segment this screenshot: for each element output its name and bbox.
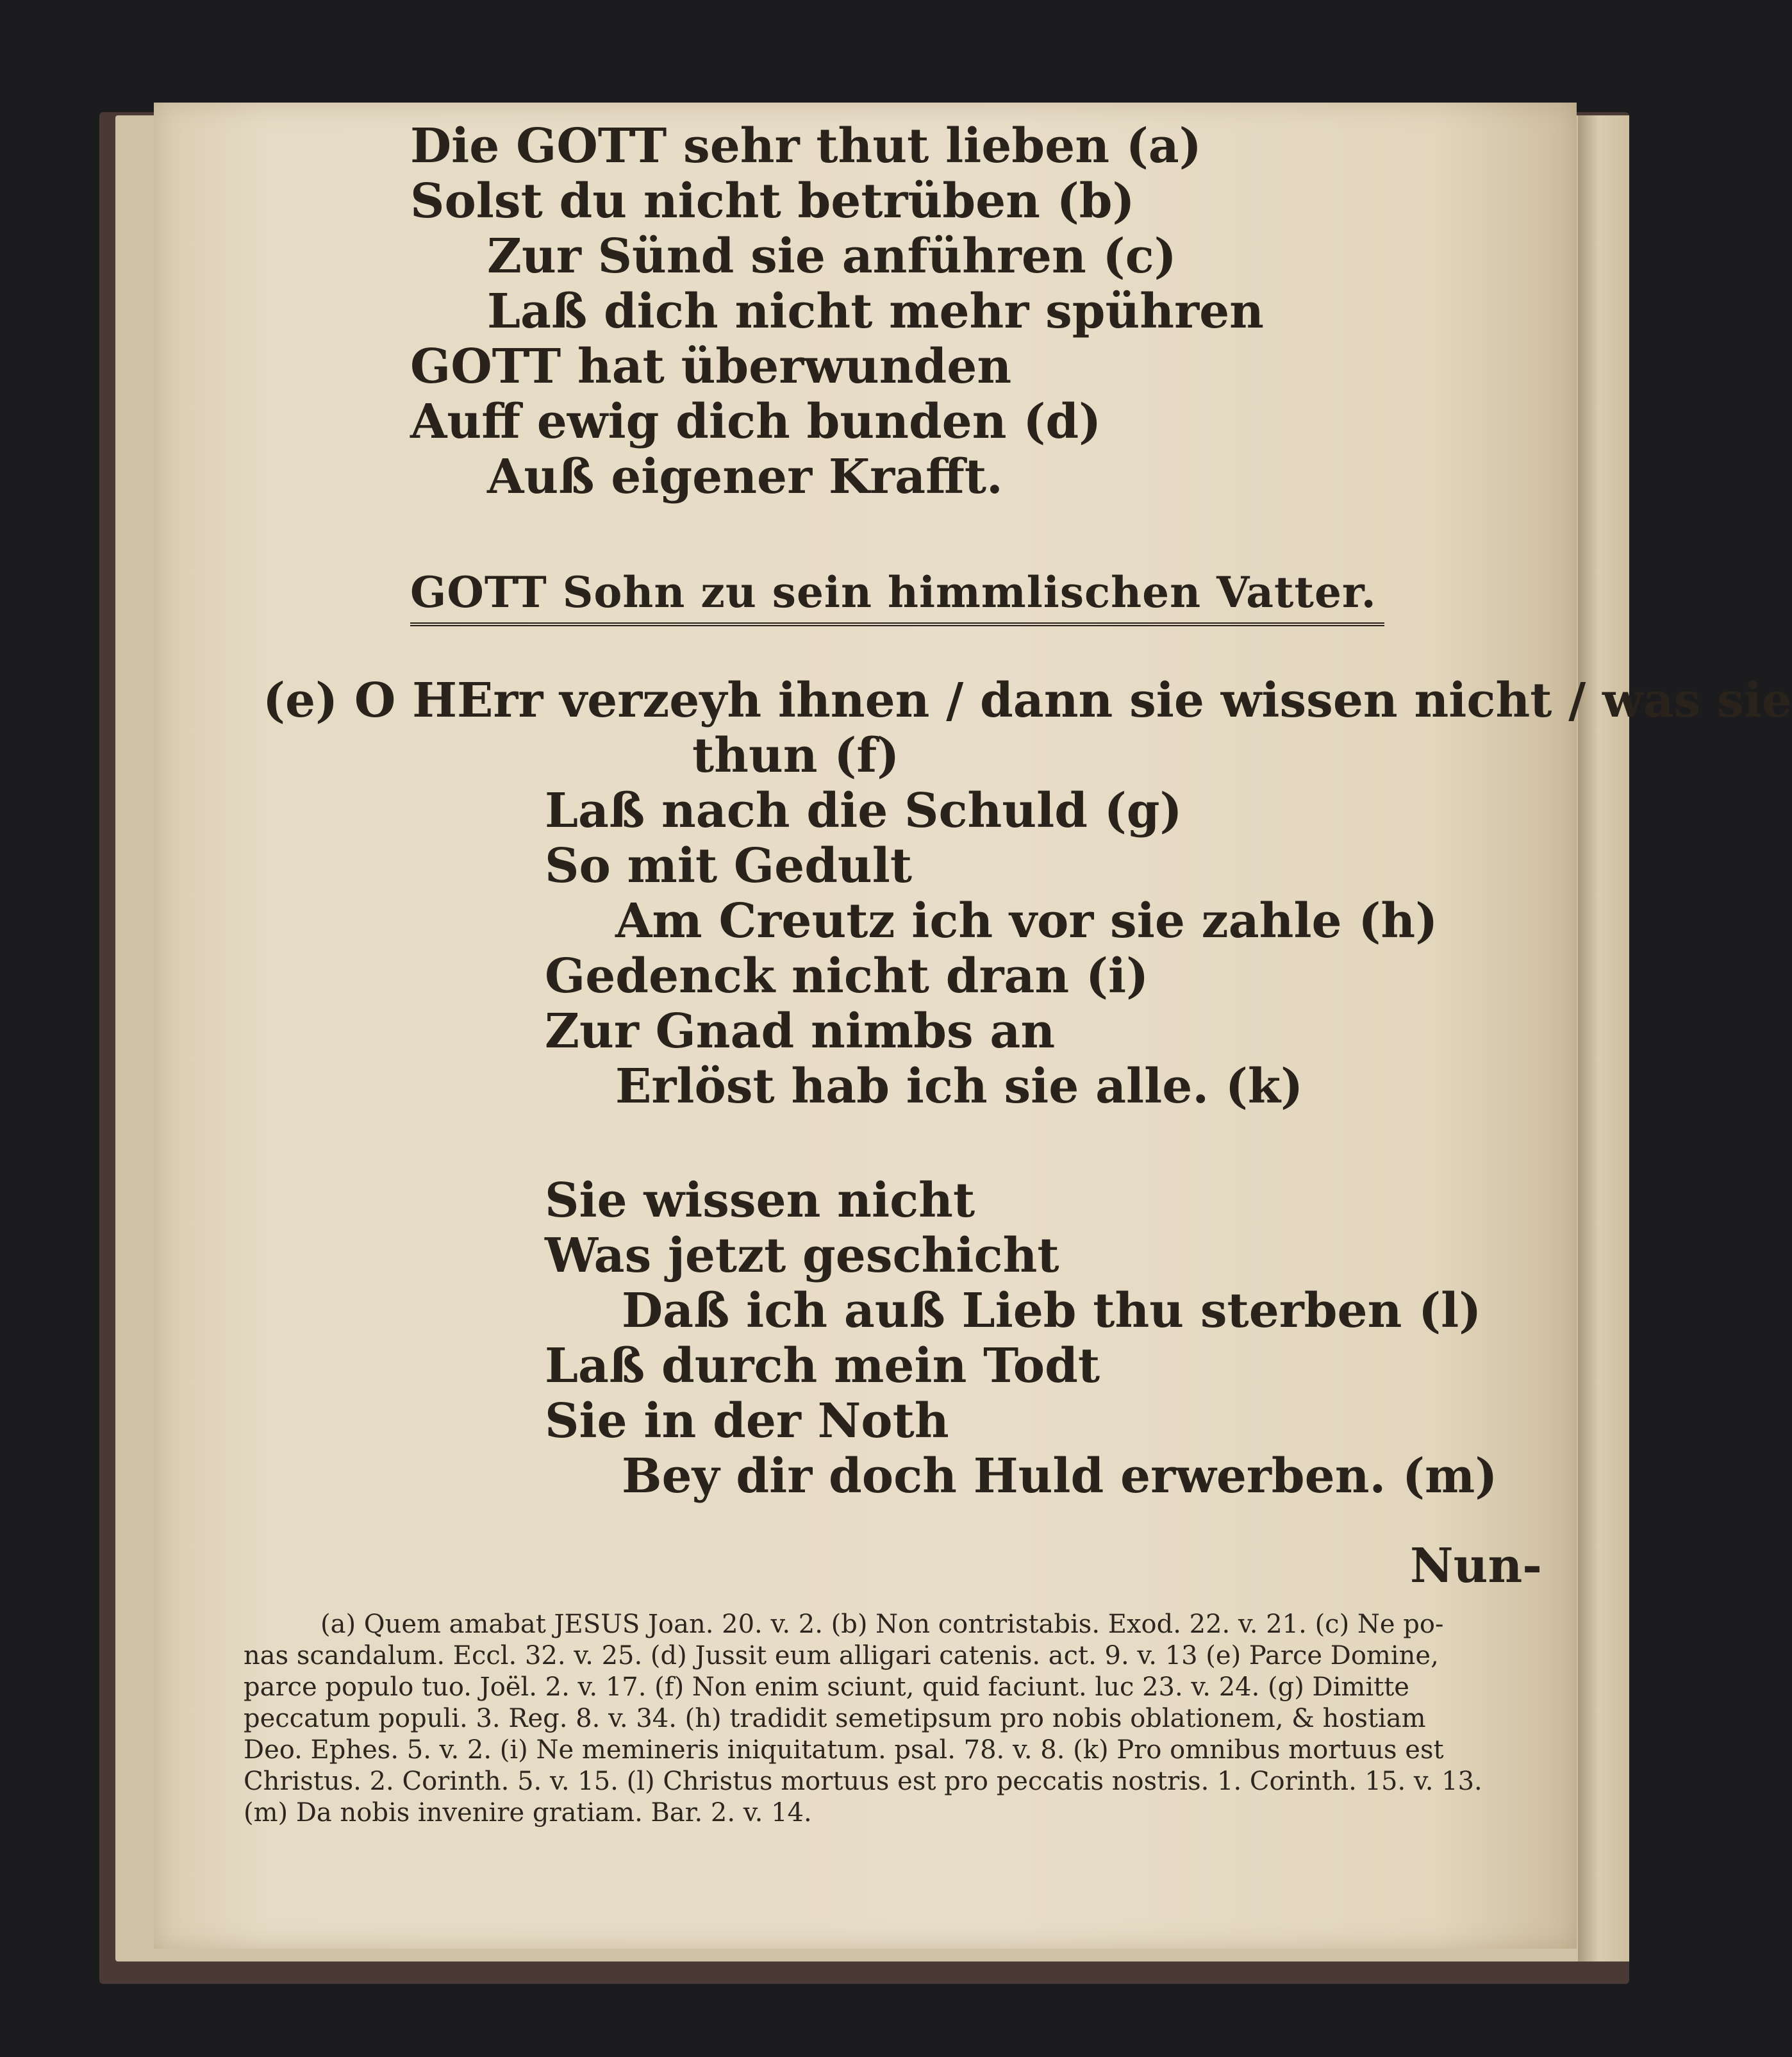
stanza-1 (410, 119, 1264, 504)
stanza-2 (263, 673, 1792, 1114)
verse-line: Laß dich nicht mehr spühren (487, 284, 1264, 339)
catchword: Nun- (1410, 1538, 1542, 1594)
verse-line: Zur Gnad nimbs an (545, 1004, 1056, 1059)
verse-line: Erlöst hab ich sie alle. (k) (615, 1059, 1304, 1114)
verse-line: So mit Gedult (545, 838, 913, 894)
verse-line: Was jetzt geschicht (545, 1228, 1059, 1283)
verse-line: Auff ewig dich bunden (d) (410, 394, 1102, 449)
verse-line: Die GOTT sehr thut lieben (a) (410, 119, 1202, 174)
verse-line: Sie wissen nicht (545, 1173, 975, 1228)
footnote-line: nas scandalum. Eccl. 32. v. 25. (d) Jussit eum alligari catenis. act. 9. v. 13 (e) Parce Domine, (244, 1641, 1439, 1670)
verse-line: Sie in der Noth (545, 1394, 949, 1449)
verse-line: Bey dir doch Huld erwerben. (m) (622, 1449, 1498, 1504)
verse-line: Laß durch mein Todt (545, 1338, 1100, 1394)
verse-line: Solst du nicht betrüben (b) (410, 174, 1135, 229)
footnotes (244, 1609, 1532, 1829)
verse-line: thun (f) (692, 728, 900, 783)
section-heading: GOTT Sohn zu sein himmlischen Vatter. (410, 567, 1384, 626)
stanza-3 (545, 1173, 1497, 1504)
verse-line: (e) O HErr verzeyh ihnen / dann sie wissen nicht / was sie (263, 673, 1792, 728)
footnote-line: Deo. Ephes. 5. v. 2. (i) Ne memineris iniquitatum. psal. 78. v. 8. (k) Pro omnibus mortuus est (244, 1735, 1444, 1765)
verse-line: GOTT hat überwunden (410, 339, 1012, 394)
footnote-line: parce populo tuo. Joël. 2. v. 17. (f) Non enim sciunt, quid faciunt. luc 23. v. 24. (g) Dimitte (244, 1672, 1409, 1702)
verse-line: Zur Sünd sie anführen (c) (487, 229, 1177, 284)
verse-line: Laß nach die Schuld (g) (545, 783, 1182, 838)
footnote-line: (a) Quem amabat JESUS Joan. 20. v. 2. (b) Non contristabis. Exod. 22. v. 21. (c) Ne po- (320, 1610, 1444, 1639)
footnote-line: Christus. 2. Corinth. 5. v. 15. (l) Christus mortuus est pro peccatis nostris. 1. Corinth. 15. v. 13. (244, 1767, 1482, 1796)
footnote-line: peccatum populi. 3. Reg. 8. v. 34. (h) tradidit semetipsum pro nobis oblationem, & hostiam (244, 1704, 1426, 1733)
verse-line: Gedenck nicht dran (i) (545, 949, 1149, 1004)
verse-line: Am Creutz ich vor sie zahle (h) (615, 894, 1438, 949)
footnote-line: (m) Da nobis invenire gratiam. Bar. 2. v. 14. (244, 1798, 812, 1828)
verse-line: Daß ich auß Lieb thu sterben (l) (622, 1283, 1482, 1338)
verse-line: Auß eigener Krafft. (487, 449, 1003, 504)
